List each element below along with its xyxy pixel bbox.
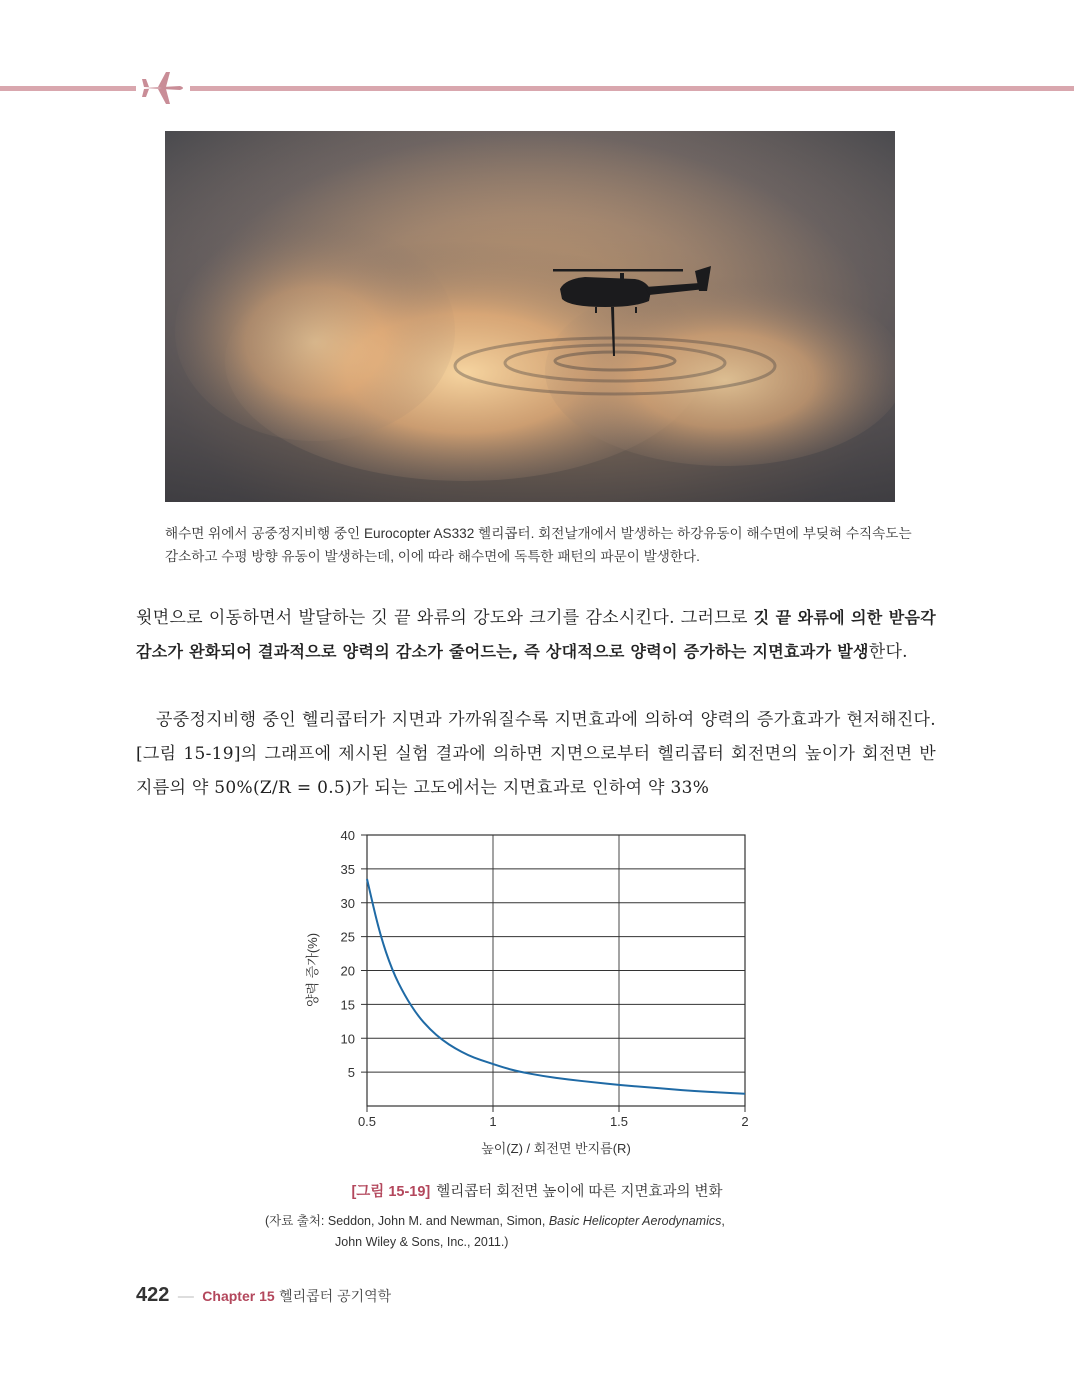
figure-label: [그림 15-19]	[351, 1184, 431, 1200]
x-tick-label: 2	[741, 1114, 749, 1129]
y-tick-label: 20	[340, 963, 355, 979]
chapter-label: Chapter 15	[202, 1288, 275, 1304]
y-tick-label: 35	[340, 861, 355, 877]
x-axis-label: 높이(Z) / 회전면 반지름(R)	[481, 1141, 631, 1156]
y-tick-label: 30	[340, 895, 355, 911]
chart-grid	[361, 835, 745, 1112]
figure-caption-text: 헬리콥터 회전면 높이에 따른 지면효과의 변화	[436, 1184, 723, 1200]
y-tick-label: 15	[340, 997, 355, 1013]
header-rule-right	[190, 86, 1074, 91]
x-tick-label: 1	[489, 1114, 497, 1129]
body-paragraph-2: 공중정지비행 중인 헬리콥터가 지면과 가까워질수록 지면효과에 의하여 양력의 증가효과가 현저해진다. [그림 15-19]의 그래프에 제시된 실험 결과에 의하면 지면으로부터 헬리콥터 회전면의 높이가 회전면 반지름의 약 50%(Z/R = 0.5)가 되는 고도에서는 지면효과로 인하여 약 33%	[136, 710, 936, 798]
page-number: 422	[136, 1284, 170, 1306]
header-rule-left	[0, 86, 136, 91]
airplane-icon	[140, 68, 186, 108]
y-tick-labels	[341, 828, 355, 1080]
y-axis-label: 양력 증가(%)	[305, 932, 320, 1008]
source-prefix: (자료 출처: Seddon, John M. and Newman, Simon,	[265, 1214, 549, 1228]
source-suffix: ,	[721, 1214, 725, 1228]
y-tick-label: 40	[340, 828, 355, 843]
photo-caption: 해수면 위에서 공중정지비행 중인 Eurocopter AS332 헬리콥터. 회전날개에서 발생하는 하강유동이 해수면에 부딪혀 수직속도는 감소하고 수평 방향 유동이 발생하는데, 이에 따라 해수면에 독특한 패턴의 파문이 발생한다.	[165, 526, 912, 564]
body-paragraph-1	[136, 601, 936, 669]
p1-bold-text: 깃 끝 와류에 의한 받음각 감소가 완화되어 결과적으로 양력의 감소가 줄어드는, 즉 상대적으로 양력이 증가하는 지면효과가 발생	[136, 608, 936, 661]
y-tick-label: 25	[340, 929, 355, 945]
source-line-2: John Wiley & Sons, Inc., 2011.)	[335, 1235, 509, 1249]
x-tick-label: 1.5	[609, 1114, 629, 1129]
footer-dash: —	[177, 1288, 194, 1305]
page-footer	[136, 1284, 391, 1307]
x-tick-label: 0.5	[357, 1114, 377, 1129]
figure-caption	[0, 1180, 1074, 1201]
chapter-title: 헬리콥터 공기역학	[279, 1288, 392, 1304]
y-tick-label: 10	[340, 1031, 355, 1047]
helicopter-photo	[165, 131, 895, 502]
lift-increase-curve	[367, 879, 745, 1094]
figure-source	[265, 1211, 885, 1253]
source-title: Basic Helicopter Aerodynamics	[548, 1214, 722, 1228]
x-tick-labels	[358, 1114, 749, 1129]
y-tick-label: 5	[347, 1065, 355, 1081]
source-line-1	[265, 1211, 885, 1232]
p1-text-1: 윗면으로 이동하면서 발달하는 깃 끝 와류의 강도와 크기를 감소시킨다. 그러므로	[136, 608, 754, 628]
p1-text-2: 한다.	[868, 642, 908, 662]
ground-effect-chart	[295, 820, 775, 1165]
